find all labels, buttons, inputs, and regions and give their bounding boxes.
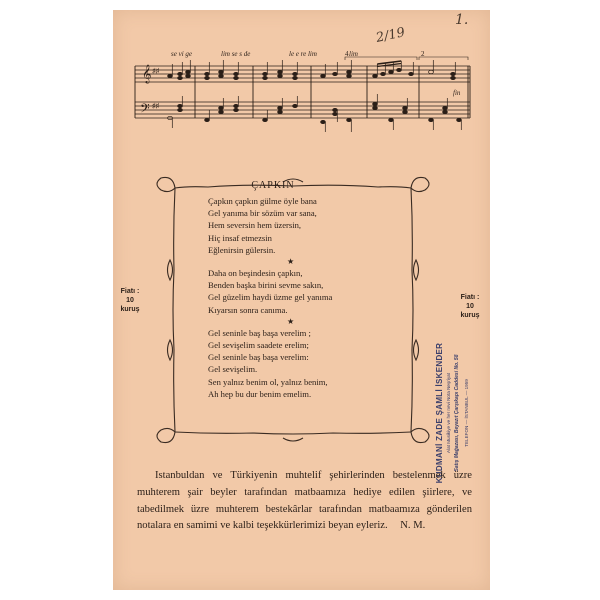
signature-initials: N. M. xyxy=(400,520,426,532)
poem-title: ÇAPKIN xyxy=(251,180,295,191)
star-separator: ★ xyxy=(287,257,295,267)
sheet-music-page xyxy=(113,10,490,590)
poem-line: Sen yalnız benim ol, yalnız benim, xyxy=(208,376,328,387)
publisher-note xyxy=(137,468,472,535)
price-amount: 10 xyxy=(126,297,134,304)
fin-marking: fin xyxy=(453,89,461,97)
lyric-syllables: lim se s de xyxy=(221,50,251,58)
key-signature-icon: ♯♯ xyxy=(152,67,159,75)
poem-line: Gel güzelim haydi üzme gel yanıma xyxy=(208,292,333,303)
lyrics-line xyxy=(171,50,441,62)
poem-line: Gel yanıma bir sözüm var sana, xyxy=(208,208,317,219)
poem-block xyxy=(208,180,418,400)
bass-staff xyxy=(135,102,470,118)
poem-line: Gel sevişelim. xyxy=(208,364,258,375)
poem-line: Hem seversin hem üzersin, xyxy=(208,220,302,231)
price-unit: kuruş xyxy=(460,312,480,319)
lyric-syllables: lim xyxy=(349,50,358,58)
poem-line: Gel sevişelim saadete erelim; xyxy=(208,340,309,351)
treble-staff xyxy=(135,66,470,82)
handwritten-page-number: 1. xyxy=(455,12,469,28)
bass-notes xyxy=(168,94,462,132)
poem-line: Kıyarsın sonra canıma. xyxy=(208,304,288,315)
stamp-line: Alat Musikiye ve her nevi Nota Neşriyat xyxy=(446,373,451,453)
price-label: Fiatı : xyxy=(120,288,140,295)
stamp-line: TELEFON — İSTANBUL — 1959 xyxy=(464,379,469,447)
poem-line: Benden başka birini sevme sakın, xyxy=(208,280,324,291)
poem-line: Gel seninle baş başa verelim: xyxy=(208,352,309,363)
price-right xyxy=(455,293,485,320)
price-label: Fiatı : xyxy=(460,294,480,301)
star-separator: ★ xyxy=(287,316,295,326)
price-amount: 10 xyxy=(466,303,474,310)
measure-number: 2 xyxy=(421,50,425,58)
poem-line: Daha on beşindesin çapkın, xyxy=(208,268,303,279)
stamp-publisher-name: KUDMANİ ZADE ŞAMLİ İSKENDER xyxy=(435,342,444,484)
stamp-line: Satış Mağazası, Beyazıt Çarşıkapı Caddesi No. 58 xyxy=(454,354,460,472)
price-unit: kuruş xyxy=(120,306,140,313)
poem-line: Çapkın çapkın gülme öyle bana xyxy=(208,196,317,206)
handwritten-fraction: 2/19 xyxy=(374,25,407,46)
bass-clef-icon: 𝄢 xyxy=(140,101,150,119)
poem-line: Eğlenirsin gülersin. xyxy=(208,244,276,255)
poem-line: Ah hep bu dur benim emelim. xyxy=(208,388,312,399)
price-left xyxy=(115,287,145,314)
lyric-syllables: se vi ge xyxy=(171,50,192,58)
treble-clef-icon: 𝄞 xyxy=(142,64,152,83)
key-signature-icon: ♯♯ xyxy=(152,102,159,110)
poem-line: Gel seninle baş başa verelim ; xyxy=(208,327,311,338)
measure-number: 4 xyxy=(345,50,349,58)
poem-line: Hiç insaf etmezsin xyxy=(208,232,272,243)
lyric-syllables: le e re lim xyxy=(289,50,317,58)
publisher-note-text: Istanbuldan ve Türkiyenin muhtelif şehirlerinden bestelenmek üzre muhterem şair beyler tarafından matbaamıza hediye edilen şiirlere, ve tabedilmek üzre muhterem bestekârlar tarafından matbaamıza gönderilen notalara en samimi ve kalbi teşekkürlerimizi beyan eyleriz. xyxy=(137,470,472,532)
